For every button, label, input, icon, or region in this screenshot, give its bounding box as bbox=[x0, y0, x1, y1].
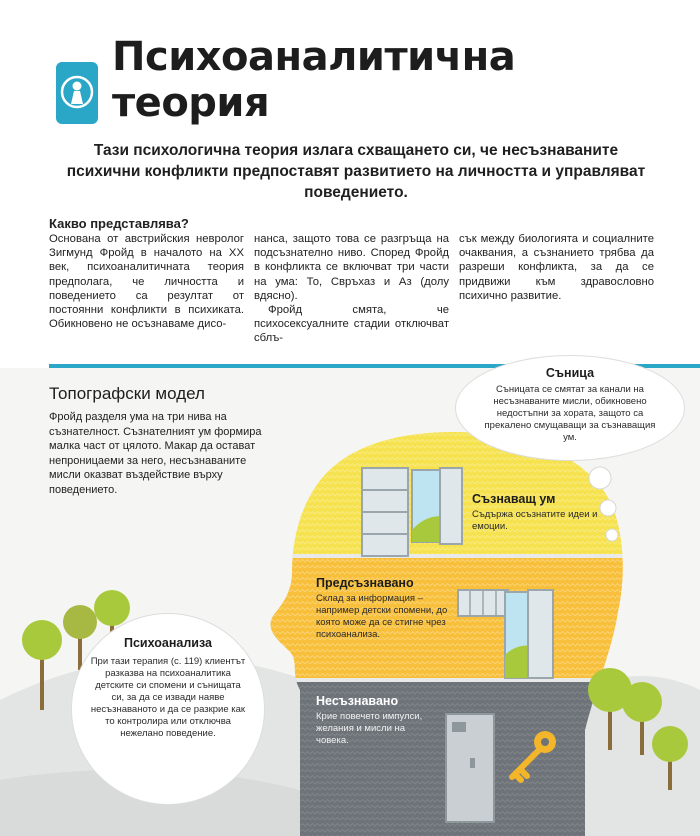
intro-column-2 bbox=[254, 232, 449, 346]
unconscious-text: Крие повечето импулси, желания и мисли на човека. bbox=[316, 711, 423, 746]
topographic-title: Топографски модел bbox=[49, 384, 205, 403]
conscious-label bbox=[472, 492, 602, 533]
intro-column-2b: Фройд смята, че психосексуалните стадии отключват сблъ- bbox=[254, 304, 449, 345]
title-line-1: Психоаналитична bbox=[112, 34, 516, 80]
dreams-text: Съницата се смятат за канали на несъзнаваните мисли, обикновено недостъпни за хората, защото са прекалено смущаващи за съзнаващия ум. bbox=[484, 384, 656, 443]
psychoanalysis-title: Психоанализа bbox=[124, 636, 212, 650]
intro-column-1: Основана от австрийския невролог Зигмунд Фройд в началото на XX век, психоаналитичната теория предполага, че личността и поведението са резултат от постоянни конфликти в психиката. Обикновено не осъзнаваме дисо- bbox=[49, 233, 244, 331]
keyhole-figure-icon bbox=[56, 62, 98, 124]
intro-heading: Какво представлява? bbox=[49, 216, 189, 231]
intro-column-3: сък между биологията и социалните очаквания, а съзнанието трябва да разреши конфликта, за да се придвижи към здравословно психично развитие. bbox=[459, 233, 654, 302]
psychoanalysis-text: При тази терапия (с. 119) клиентът разказва на психоаналитика детските си спомени и сънищата си, за да се извади наяве несъзнаваното и да се разкрие как то контролира или отключва нежелано поведение. bbox=[90, 656, 246, 739]
title-line-2: теория bbox=[112, 80, 270, 126]
preconscious-title: Предсъзнавано bbox=[316, 576, 414, 590]
dreams-content bbox=[478, 366, 662, 444]
page-title bbox=[112, 34, 515, 126]
conscious-title: Съзнаващ ум bbox=[472, 492, 556, 506]
preconscious-text: Склад за информация – например детски спомени, до която може да се стигне чрез психоанализа. bbox=[316, 593, 448, 640]
topographic-text: Фройд разделя ума на три нива на съзнателност. Съзнателният ум формира малка част от цялото. Макар да остават непроницаеми за него, несъзнаваните мисли оказват въздействие върху поведението. bbox=[49, 411, 262, 496]
intro-column-2a: нанса, защото това се разгръща на подсъзнателно ниво. Според Фройд в конфликта се включват три части на ума: То, Свръхаз и Аз (долу вдясно). bbox=[254, 233, 449, 302]
unconscious-title: Несъзнавано bbox=[316, 694, 399, 708]
unconscious-label bbox=[316, 694, 440, 747]
dreams-title: Съница bbox=[545, 366, 595, 380]
conscious-text: Съдържа осъзнатите идеи и емоции. bbox=[472, 509, 598, 532]
psychoanalysis-content bbox=[90, 636, 246, 740]
lead-paragraph: Тази психологична теория излага схващането си, че несъзнаваните психични конфликти предпоставят развитието на личността и управляват поведението. bbox=[66, 142, 646, 201]
preconscious-label bbox=[316, 576, 456, 641]
